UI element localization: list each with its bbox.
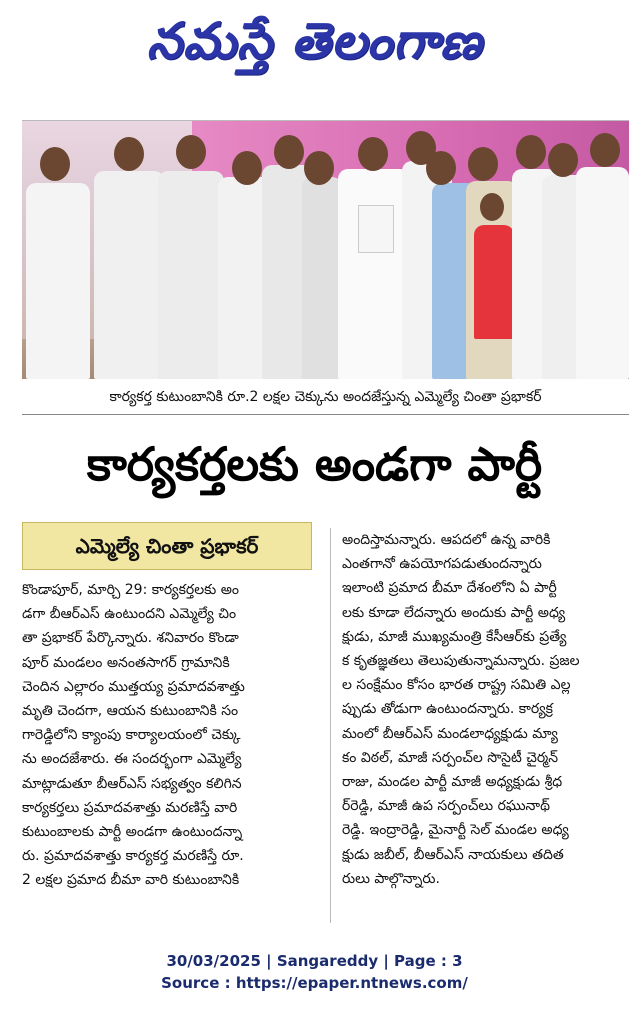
article-line: కుటుంబాలకు పార్టీ అండగా ఉంటుందన్నా <box>22 824 243 841</box>
photo-person-head <box>232 151 262 185</box>
article-line: కొండాపూర్, మార్చి 29: కార్యకర్తలకు అం <box>22 582 240 598</box>
photo-person-head <box>176 135 206 169</box>
article-line: మాట్లాడుతూ బీఆర్ఎస్ సభ్యత్వం కలిగిన <box>22 775 242 792</box>
article-line: 2 లక్షల ప్రమాద బీమా వారి కుటుంబానికి <box>22 872 240 889</box>
photo-caption: కార్యకర్త కుటుంబానికి రూ.2 లక్షల చెక్కును అందజేస్తున్న ఎమ్మెల్యే చింతా ప్రభాకర్ <box>22 380 629 415</box>
article-line: క్షుడు, మాజీ ముఖ్యమంత్రి కేసీఆర్‌కు ప్రత్యే <box>342 628 567 645</box>
article-line: రులు పాల్గొన్నారు. <box>342 870 440 887</box>
article-line: క కృతజ్ఞతలు తెలుపుతున్నామన్నారు. ప్రజల <box>342 653 580 670</box>
article-line: గారెడ్డిలోని క్యాంపు కార్యాలయంలో చెక్కు <box>22 727 241 744</box>
article-subhead: ఎమ్మెల్యే చింతా ప్రభాకర్ <box>22 522 312 570</box>
article-column-right <box>342 528 629 891</box>
article-line: ను అందజేశారు. ఈ సందర్భంగా ఎమ్మెల్యే <box>22 751 242 768</box>
article-line: ప్పుడు తోడుగా ఉంటుందన్నారు. కార్యక్ర <box>342 701 553 718</box>
source-link[interactable]: Source : https://epaper.ntnews.com/ <box>161 974 468 992</box>
photo-person <box>576 167 629 379</box>
column-divider <box>330 528 331 923</box>
photo-person <box>302 177 342 379</box>
article-line: డగా బీఆర్ఎస్ ఉంటుందని ఎమ్మెల్యే చిం <box>22 606 237 623</box>
photo-person-head <box>590 133 620 167</box>
article-line: కం విఠల్, మాజీ సర్పంచ్‌ల సొసైటీ చైర్మన్ <box>342 749 559 766</box>
photo-person <box>26 183 90 379</box>
photo-person-head <box>304 151 334 185</box>
photo-person-head <box>548 143 578 177</box>
article-line: మృతి చెందగా, ఆయన కుటుంబానికి సం <box>22 703 239 720</box>
article-line: ఎంతగానో ఉపయోగపడుతుందన్నారు <box>342 556 542 573</box>
article-line: తా ప్రభాకర్ పేర్కొన్నారు. శనివారం కొండా <box>22 630 239 647</box>
article-line: ల సంక్షేమం కోసం భారత రాష్ట్ర సమితి ఎల్ల <box>342 677 571 694</box>
article-line: కార్యకర్తలు ప్రమాదవశాత్తు మరణిస్తే వారి <box>22 799 238 816</box>
article-line: రు. ప్రమాదవశాత్తు కార్యకర్త మరణిస్తే రూ. <box>22 848 244 865</box>
photo-person-head <box>358 137 388 171</box>
article-line: ఇలాంటి ప్రమాద బీమా దేశంలోని ఏ పార్టీ <box>342 580 557 597</box>
article-column-left <box>22 578 314 893</box>
article-line: క్షుడు జబీల్, బీఆర్ఎస్ నాయకులు తదిత <box>342 846 564 863</box>
article-line: చెందిన ఎల్లారం ముత్తయ్య ప్రమాదవశాత్తు <box>22 678 245 695</box>
photo-person-head <box>468 147 498 181</box>
photo-person <box>94 171 164 379</box>
photo-person-head <box>426 151 456 185</box>
article-line: మంలో బీఆర్ఎస్ మండలాధ్యక్షుడు మ్యా <box>342 725 558 742</box>
news-photo <box>22 120 629 379</box>
article-line: రాజు, మండల పార్టీ మాజీ అధ్యక్షుడు శ్రీధ <box>342 774 563 791</box>
page-footer <box>0 950 629 994</box>
article-line: రెడ్డి. ఇంద్రారెడ్డి, మైనార్టీ సెల్ మండల అధ్య <box>342 822 569 839</box>
edition-info: 30/03/2025 | Sangareddy | Page : 3 <box>166 952 463 970</box>
cheque-document <box>358 205 394 253</box>
photo-person-head <box>274 135 304 169</box>
photo-child-head <box>480 193 504 221</box>
photo-child <box>474 225 514 339</box>
article-line: అందిస్తామన్నారు. ఆపదలో ఉన్న వారికి <box>342 532 551 548</box>
photo-person <box>158 171 224 379</box>
article-headline: కార్యకర్తలకు అండగా పార్టీ <box>86 437 543 491</box>
photo-person-head <box>114 137 144 171</box>
photo-person-head <box>516 135 546 169</box>
article-line: లకు కూడా లేదన్నారు అందుకు పార్టీ అధ్య <box>342 604 566 621</box>
photo-person-head <box>40 147 70 181</box>
newspaper-masthead: నమస్తే తెలంగాణ <box>146 12 483 70</box>
photo-person <box>338 169 410 379</box>
article-line: ర్‌రెడ్డి, మాజీ ఉప సర్పంచ్‌లు రఘునాథ్ <box>342 798 550 815</box>
article-line: పూర్ మండలం అనంతసాగర్ గ్రామానికి <box>22 654 230 671</box>
